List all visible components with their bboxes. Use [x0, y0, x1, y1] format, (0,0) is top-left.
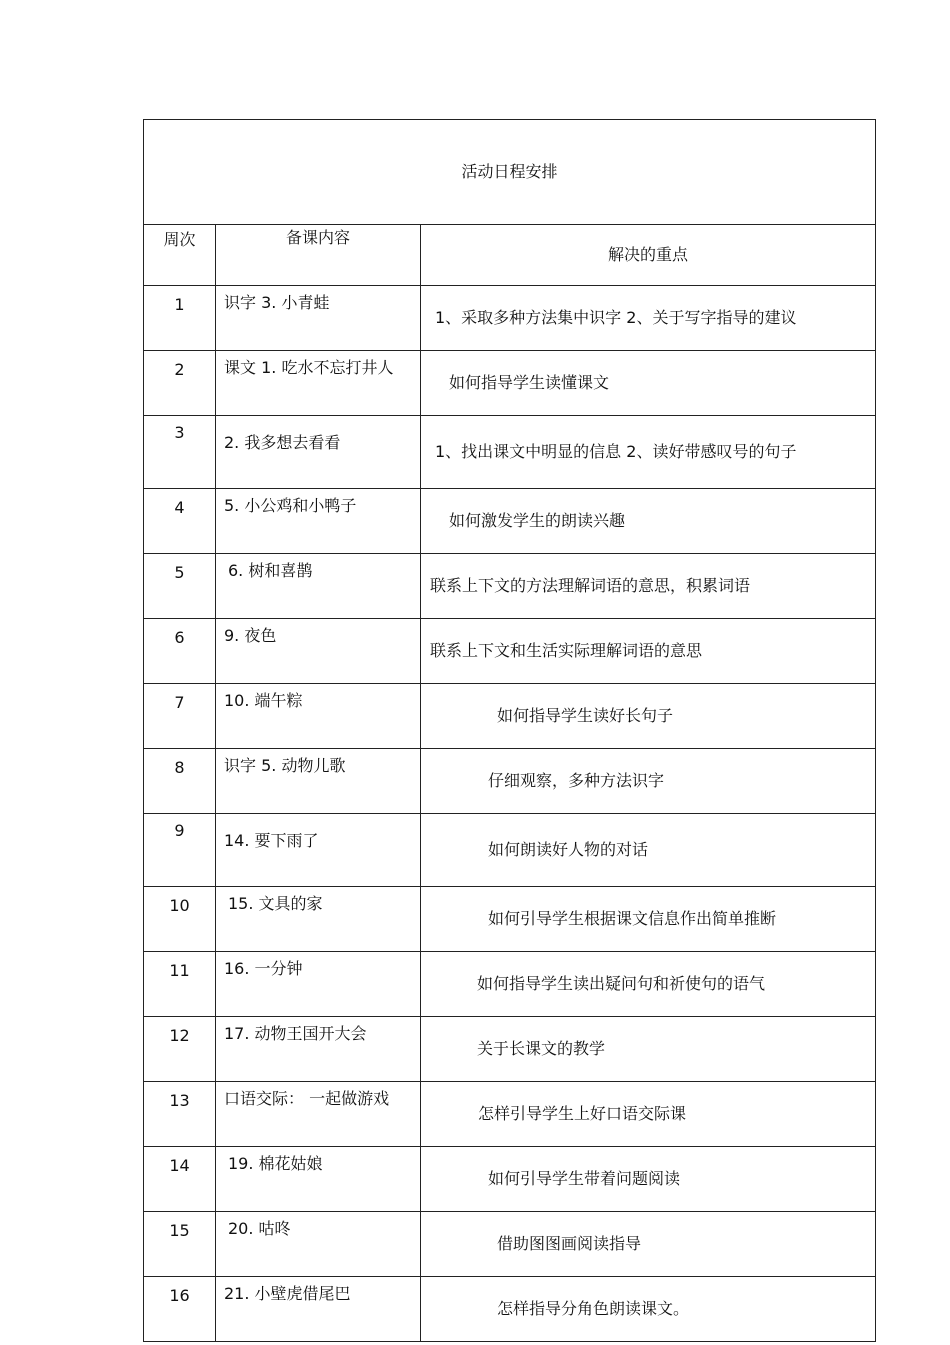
- table-row: [144, 684, 876, 749]
- week-cell: 4: [144, 489, 216, 554]
- table-row: [144, 749, 876, 814]
- week-cell: 7: [144, 684, 216, 749]
- table-row: [144, 619, 876, 684]
- lesson-cell: 识字 3. 小青蛙: [216, 286, 421, 351]
- focus-cell: 如何朗读好人物的对话: [421, 814, 876, 887]
- table-row: [144, 887, 876, 952]
- header-lesson: 备课内容: [216, 225, 421, 286]
- week-cell: 14: [144, 1147, 216, 1212]
- lesson-cell: 17. 动物王国开大会: [216, 1017, 421, 1082]
- focus-cell: 怎样引导学生上好口语交际课: [421, 1082, 876, 1147]
- lesson-cell: 10. 端午粽: [216, 684, 421, 749]
- focus-cell: 如何激发学生的朗读兴趣: [421, 489, 876, 554]
- week-cell: 1: [144, 286, 216, 351]
- table-row: [144, 351, 876, 416]
- lesson-cell: 21. 小壁虎借尾巴: [216, 1277, 421, 1342]
- week-cell: 10: [144, 887, 216, 952]
- table-row: [144, 1082, 876, 1147]
- table-row: [144, 489, 876, 554]
- week-cell: 11: [144, 952, 216, 1017]
- focus-cell: 联系上下文的方法理解词语的意思，积累词语: [421, 554, 876, 619]
- lesson-cell: 5. 小公鸡和小鸭子: [216, 489, 421, 554]
- table-row: [144, 554, 876, 619]
- week-cell: 9: [144, 814, 216, 887]
- lesson-cell: 口语交际： 一起做游戏: [216, 1082, 421, 1147]
- table-row: [144, 1212, 876, 1277]
- focus-cell: 关于长课文的教学: [421, 1017, 876, 1082]
- focus-cell: 1、找出课文中明显的信息 2、读好带感叹号的句子: [421, 416, 876, 489]
- table-row: [144, 1147, 876, 1212]
- lesson-cell: 2. 我多想去看看: [216, 416, 421, 489]
- focus-cell: 联系上下文和生活实际理解词语的意思: [421, 619, 876, 684]
- week-cell: 6: [144, 619, 216, 684]
- lesson-cell: 19. 棉花姑娘: [216, 1147, 421, 1212]
- focus-cell: 怎样指导分角色朗读课文。: [421, 1277, 876, 1342]
- header-week: 周次: [144, 225, 216, 286]
- lesson-cell: 15. 文具的家: [216, 887, 421, 952]
- header-row: [144, 225, 876, 286]
- focus-cell: 1、采取多种方法集中识字 2、关于写字指导的建议: [421, 286, 876, 351]
- lesson-cell: 课文 1. 吃水不忘打井人: [216, 351, 421, 416]
- table-title: 活动日程安排: [144, 120, 876, 225]
- table-row: [144, 952, 876, 1017]
- focus-cell: 如何指导学生读出疑问句和祈使句的语气: [421, 952, 876, 1017]
- week-cell: 5: [144, 554, 216, 619]
- table-row: [144, 286, 876, 351]
- focus-cell: 如何引导学生带着问题阅读: [421, 1147, 876, 1212]
- week-cell: 16: [144, 1277, 216, 1342]
- week-cell: 2: [144, 351, 216, 416]
- table-row: [144, 814, 876, 887]
- schedule-table: [143, 119, 876, 1342]
- lesson-cell: 14. 要下雨了: [216, 814, 421, 887]
- lesson-cell: 6. 树和喜鹊: [216, 554, 421, 619]
- table-row: [144, 416, 876, 489]
- focus-cell: 如何引导学生根据课文信息作出简单推断: [421, 887, 876, 952]
- table-row: [144, 1017, 876, 1082]
- lesson-cell: 16. 一分钟: [216, 952, 421, 1017]
- week-cell: 13: [144, 1082, 216, 1147]
- week-cell: 15: [144, 1212, 216, 1277]
- lesson-cell: 20. 咕咚: [216, 1212, 421, 1277]
- table-row: [144, 1277, 876, 1342]
- focus-cell: 借助图图画阅读指导: [421, 1212, 876, 1277]
- week-cell: 12: [144, 1017, 216, 1082]
- focus-cell: 如何指导学生读懂课文: [421, 351, 876, 416]
- lesson-cell: 9. 夜色: [216, 619, 421, 684]
- week-cell: 3: [144, 416, 216, 489]
- focus-cell: 仔细观察，多种方法识字: [421, 749, 876, 814]
- header-focus: 解决的重点: [421, 225, 876, 286]
- lesson-cell: 识字 5. 动物儿歌: [216, 749, 421, 814]
- focus-cell: 如何指导学生读好长句子: [421, 684, 876, 749]
- week-cell: 8: [144, 749, 216, 814]
- title-row: [144, 120, 876, 225]
